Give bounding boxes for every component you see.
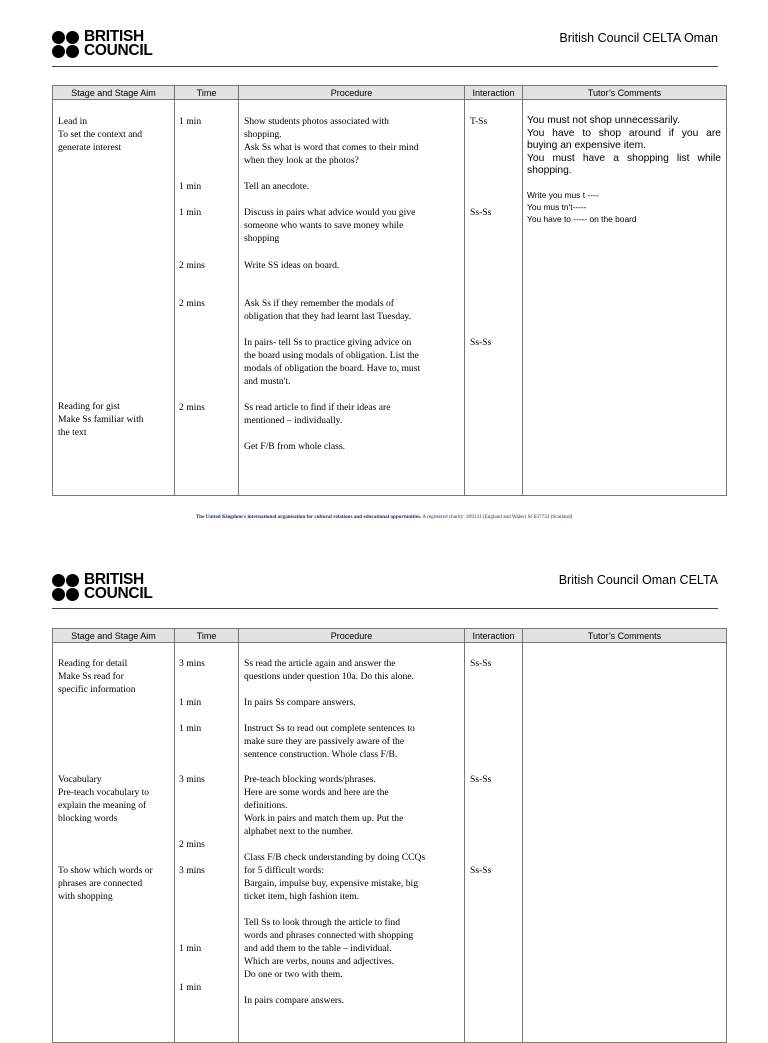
tutor-comment: You must not shop unnecessarily. You have to shop around if you are buying an expensive item. You must have a shopping list while shopping. — [527, 115, 721, 177]
procedure-cell — [239, 643, 465, 1043]
page-footer: The United Kingdom's international organisation for cultural relations and educational opportunities. A registered charity: 209131 (England and Wales) SC037733 (Scotland) — [195, 514, 573, 520]
lesson-plan-page-2 — [0, 543, 768, 1024]
logo-dots-icon — [52, 31, 80, 59]
time-cell — [175, 100, 239, 496]
column-header: Stage and Stage Aim — [53, 86, 175, 100]
procedure-step: In pairs compare answers. — [244, 995, 345, 1006]
time-value: 2 mins — [179, 260, 205, 271]
time-value: 1 min — [179, 697, 202, 708]
table-row — [53, 100, 727, 496]
table-header-row — [53, 86, 727, 100]
time-value: 1 min — [179, 116, 202, 127]
column-header: Interaction — [465, 86, 523, 100]
procedure-step: Ss read article to find if their ideas are mentioned – individually. — [244, 402, 391, 426]
tutor-comments-cell — [523, 100, 727, 496]
procedure-step: Ss read the article again and answer the questions under question 10a. Do this alone. — [244, 658, 414, 682]
time-value: 1 min — [179, 943, 202, 954]
british-council-logo — [52, 573, 152, 605]
time-value: 1 min — [179, 723, 202, 734]
column-header: Procedure — [239, 86, 465, 100]
procedure-step: Class F/B check understanding by doing CCQs for 5 difficult words: Bargain, impulse buy, expensive mistake, big ticket item, high fashion item. — [244, 852, 426, 902]
stage-cell — [53, 100, 175, 496]
tutor-comments-cell — [523, 643, 727, 1043]
procedure-cell — [239, 100, 465, 496]
interaction-cell — [465, 643, 523, 1043]
column-header: Time — [175, 629, 239, 643]
column-header: Procedure — [239, 629, 465, 643]
stage-aim-line: generate interest — [58, 142, 122, 153]
procedure-step: Show students photos associated with shopping. Ask Ss what is word that comes to their mind when they look at the photos? — [244, 116, 419, 166]
interaction-value: Ss-Ss — [470, 658, 492, 669]
british-council-logo — [52, 30, 152, 62]
table-row — [53, 643, 727, 1043]
stage-aim-line: Make Ss familiar with — [58, 414, 144, 425]
interaction-value: Ss-Ss — [470, 337, 492, 348]
stage-aim-line: To set the context and — [58, 129, 143, 140]
time-value: 3 mins — [179, 658, 205, 669]
column-header: Time — [175, 86, 239, 100]
board-note: Write you mus t ---- You mus tn't----- You have to ----- on the board — [527, 190, 637, 224]
procedure-step: Instruct Ss to read out complete sentences to make sure they are passively aware of the sentence construction. Whole class F/B. — [244, 723, 415, 760]
time-cell — [175, 643, 239, 1043]
stage-block — [58, 115, 142, 154]
procedure-step: Ask Ss if they remember the modals of obligation that they had learnt last Tuesday. — [244, 298, 411, 322]
time-value: 1 min — [179, 207, 202, 218]
time-value: 2 mins — [179, 839, 205, 850]
time-value: 3 mins — [179, 865, 205, 876]
lesson-plan-table — [52, 628, 727, 1043]
stage-title: To show which words or — [58, 865, 153, 876]
stage-title: Reading for detail — [58, 658, 128, 669]
logo-text-line1: BRITISH — [84, 28, 144, 45]
procedure-step: Tell Ss to look through the article to find words and phrases connected with shopping and add them to the table – individual. Which are verbs, nouns and adjectives. Do one or two with them. — [244, 917, 414, 980]
time-value: 1 min — [179, 982, 202, 993]
procedure-step: Get F/B from whole class. — [244, 441, 345, 452]
stage-title: Reading for gist — [58, 401, 120, 412]
header-divider — [52, 66, 718, 67]
table-header-row — [53, 629, 727, 643]
stage-cell — [53, 643, 175, 1043]
column-header: Tutor’s Comments — [523, 86, 727, 100]
stage-title: Vocabulary — [58, 774, 102, 785]
procedure-step: In pairs Ss compare answers. — [244, 697, 356, 708]
column-header: Stage and Stage Aim — [53, 629, 175, 643]
stage-block: To show which words or phrases are connected with shopping — [58, 865, 153, 902]
stage-block — [58, 400, 144, 439]
interaction-value: Ss-Ss — [470, 865, 492, 876]
interaction-value: Ss-Ss — [470, 774, 492, 785]
column-header: Tutor’s Comments — [523, 629, 727, 643]
logo-text-line1: BRITISH — [84, 571, 144, 588]
stage-block: Vocabulary Pre-teach vocabulary to explain the meaning of blocking words — [58, 774, 150, 824]
logo-text-line2: COUNCIL — [84, 585, 153, 602]
stage-block: Reading for detail Make Ss read for specific information — [58, 658, 136, 695]
header-divider — [52, 608, 718, 609]
time-value: 1 min — [179, 181, 202, 192]
logo-text-line2: COUNCIL — [84, 42, 153, 59]
stage-aim-line: the text — [58, 427, 87, 438]
lesson-plan-table — [52, 85, 727, 496]
page-title: British Council Oman CELTA — [558, 573, 718, 587]
interaction-value: T-Ss — [470, 116, 488, 127]
page-title: British Council CELTA Oman — [559, 31, 718, 45]
procedure-step: Write SS ideas on board. — [244, 260, 340, 271]
time-value: 2 mins — [179, 298, 205, 309]
logo-dots-icon — [52, 574, 80, 602]
procedure-step: Discuss in pairs what advice would you give someone who wants to save money while shopping — [244, 207, 416, 244]
procedure-step: Pre-teach blocking words/phrases. Here are some words and here are the definitions. Work in pairs and match them up. Put the alphabet next to the number. — [244, 774, 404, 837]
time-value: 2 mins — [179, 402, 205, 413]
procedure-step: Tell an anecdote. — [244, 181, 310, 192]
column-header: Interaction — [465, 629, 523, 643]
interaction-value: Ss-Ss — [470, 207, 492, 218]
procedure-step: In pairs- tell Ss to practice giving advice on the board using modals of obligation. List the modals of obligation the board. Have to, must and mustn't. — [244, 337, 421, 387]
time-value: 3 mins — [179, 774, 205, 785]
interaction-cell — [465, 100, 523, 496]
stage-title: Lead in — [58, 116, 88, 127]
